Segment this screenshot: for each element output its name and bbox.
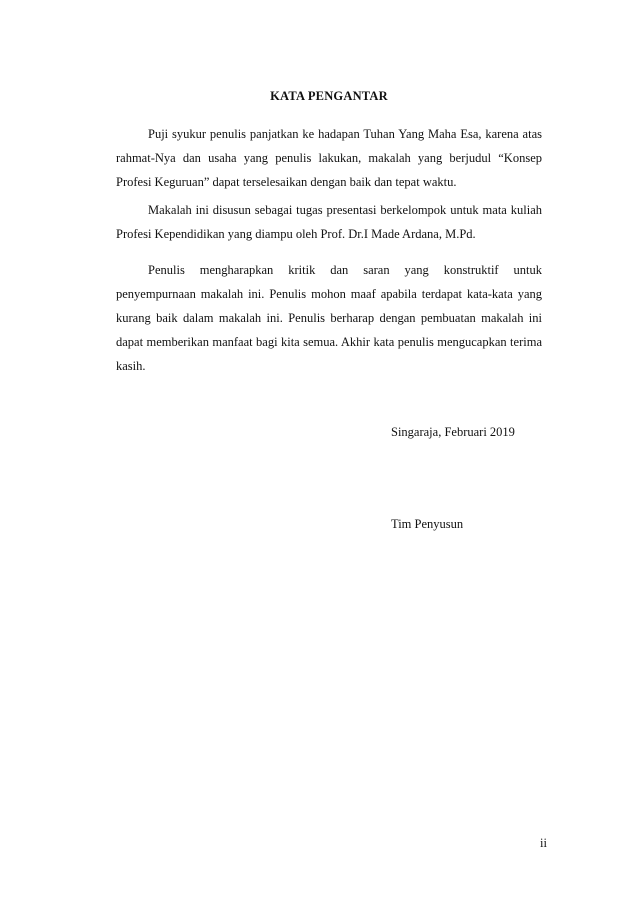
- place-date: Singaraja, Februari 2019: [391, 425, 515, 439]
- page-number: ii: [540, 836, 547, 850]
- paragraph-closing: Penulis mengharapkan kritik dan saran yang konstruktif untuk penyempurnaan makalah ini. Penulis mohon maaf apabila terdapat kata-kata yang kurang baik dalam makalah ini. Penulis berharap dengan pembuatan makalah ini dapat memberikan manfaat bagi kita semua. Akhir kata penulis mengucapkan terima kasih.: [116, 263, 542, 373]
- page-title: KATA PENGANTAR: [270, 89, 388, 103]
- paragraph-gratitude: Puji syukur penulis panjatkan ke hadapan Tuhan Yang Maha Esa, karena atas rahmat-Nya dan usaha yang penulis lakukan, makalah yang berjudul “Konsep Profesi Keguruan” dapat terselesaikan dengan baik dan tepat waktu.: [116, 127, 542, 189]
- signer-name: Tim Penyusun: [391, 517, 464, 531]
- paragraph-purpose: Makalah ini disusun sebagai tugas presentasi berkelompok untuk mata kuliah Profesi Kependidikan yang diampu oleh Prof. Dr.I Made Ardana, M.Pd.: [116, 203, 542, 241]
